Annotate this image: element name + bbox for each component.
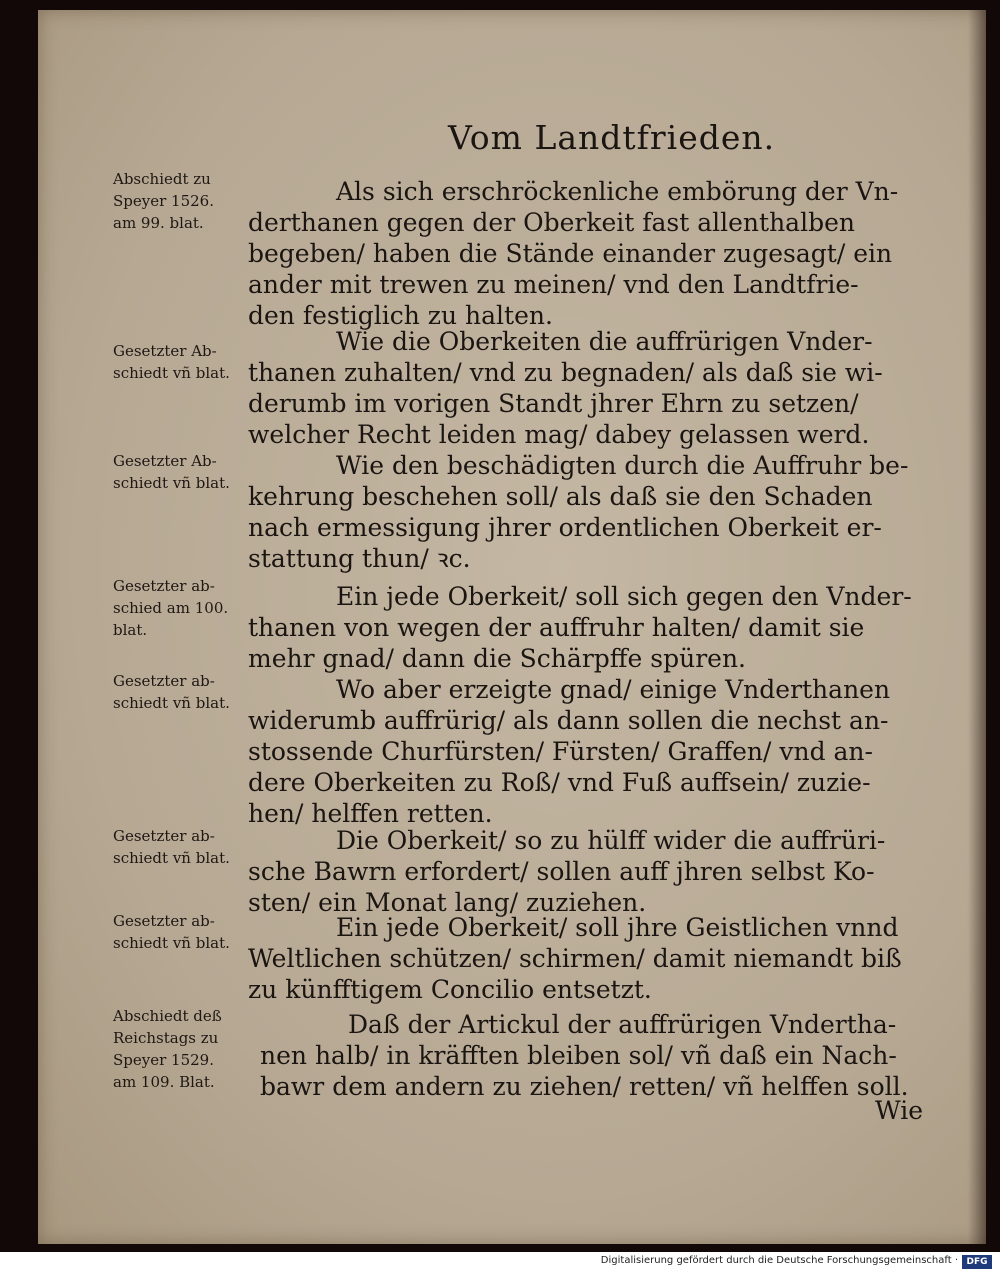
text-line: thanen von wegen der auffruhr halten/ damit sie <box>248 613 865 642</box>
text-line: Ein jede Oberkeit/ soll sich gegen den Vnder- <box>336 582 912 611</box>
paragraph <box>248 450 948 574</box>
catchword: Wie <box>875 1096 924 1125</box>
margin-note-line: Gesetzter ab- <box>113 577 215 595</box>
page-edge-shadow <box>968 10 986 1244</box>
text-line: nen halb/ in kräfften bleiben sol/ vñ daß ein Nach- <box>260 1041 897 1070</box>
margin-note-line: Speyer 1526. <box>113 192 214 210</box>
margin-note-line: Gesetzter Ab- <box>113 342 217 360</box>
text-line: Weltlichen schützen/ schirmen/ damit niemandt biß <box>248 944 902 973</box>
margin-note-line: schiedt vñ blat. <box>113 934 230 952</box>
margin-note-line: blat. <box>113 621 148 639</box>
margin-note <box>113 340 261 384</box>
text-line: Wo aber erzeigte gnad/ einige Vnderthanen <box>336 675 891 704</box>
running-head: Vom Landtfrieden. <box>448 118 776 157</box>
margin-note <box>113 168 261 234</box>
paragraph <box>248 326 948 450</box>
margin-note-line: schiedt vñ blat. <box>113 694 230 712</box>
margin-note-line: am 109. Blat. <box>113 1073 215 1091</box>
text-line: derumb im vorigen Standt jhrer Ehrn zu setzen/ <box>248 389 859 418</box>
margin-note-line: Gesetzter ab- <box>113 912 215 930</box>
margin-note-line: schiedt vñ blat. <box>113 364 230 382</box>
text-line: stossende Churfürsten/ Fürsten/ Graffen/ vnd an- <box>248 737 873 766</box>
paragraph <box>248 581 948 674</box>
text-line: den festiglich zu halten. <box>248 301 553 330</box>
paragraph <box>248 176 948 331</box>
margin-note-line: schied am 100. <box>113 599 229 617</box>
margin-note-line: Reichstags zu <box>113 1029 219 1047</box>
margin-note-line: schiedt vñ blat. <box>113 849 230 867</box>
margin-note <box>113 1005 261 1093</box>
dfg-logo: DFG <box>962 1255 992 1269</box>
paragraph <box>248 825 948 918</box>
margin-note-line: Gesetzter Ab- <box>113 452 217 470</box>
paragraph <box>248 912 948 1005</box>
margin-note-line: Abschiedt deß <box>113 1007 222 1025</box>
margin-note-line: Abschiedt zu <box>113 170 211 188</box>
margin-note-line: schiedt vñ blat. <box>113 474 230 492</box>
text-line: kehrung beschehen soll/ als daß sie den Schaden <box>248 482 873 511</box>
text-line: derthanen gegen der Oberkeit fast allenthalben <box>248 208 855 237</box>
text-line: sche Bawrn erfordert/ sollen auff jhren selbst Ko- <box>248 857 875 886</box>
margin-note <box>113 825 261 869</box>
text-line: Ein jede Oberkeit/ soll jhre Geistlichen vnnd <box>336 913 899 942</box>
text-line: stattung thun/ ꝛc. <box>248 544 471 573</box>
paragraph <box>260 1009 960 1102</box>
book-page <box>38 10 986 1244</box>
margin-note <box>113 670 261 714</box>
text-line: Wie die Oberkeiten die auffrürigen Vnder- <box>336 327 873 356</box>
text-line: widerumb auffrürig/ als dann sollen die nechst an- <box>248 706 889 735</box>
text-line: hen/ helffen retten. <box>248 799 493 828</box>
margin-note <box>113 910 261 954</box>
margin-note <box>113 575 261 641</box>
margin-note-line: am 99. blat. <box>113 214 204 232</box>
text-line: Wie den beschädigten durch die Auffruhr be- <box>336 451 909 480</box>
text-line: Als sich erschröckenliche embörung der Vn- <box>336 177 899 206</box>
text-line: begeben/ haben die Stände einander zugesagt/ ein <box>248 239 893 268</box>
text-line: welcher Recht leiden mag/ dabey gelassen werd. <box>248 420 870 449</box>
text-line: zu künfftigem Concilio entsetzt. <box>248 975 652 1004</box>
text-line: ander mit trewen zu meinen/ vnd den Landtfrie- <box>248 270 859 299</box>
funding-notice: Digitalisierung gefördert durch die Deutsche Forschungsgemeinschaft · <box>600 1255 958 1266</box>
margin-note <box>113 450 261 494</box>
text-line: bawr dem andern zu ziehen/ retten/ vñ helffen soll. <box>260 1072 909 1101</box>
text-line: Die Oberkeit/ so zu hülff wider die auffrüri- <box>336 826 886 855</box>
margin-note-line: Speyer 1529. <box>113 1051 214 1069</box>
paragraph <box>248 674 948 829</box>
text-line: dere Oberkeiten zu Roß/ vnd Fuß auffsein/ zuzie- <box>248 768 871 797</box>
text-line: Daß der Artickul der auffrürigen Vndertha- <box>348 1010 897 1039</box>
text-line: sten/ ein Monat lang/ zuziehen. <box>248 888 647 917</box>
footer-bar <box>0 1252 1000 1273</box>
text-line: mehr gnad/ dann die Schärpffe spüren. <box>248 644 746 673</box>
text-line: thanen zuhalten/ vnd zu begnaden/ als daß sie wi- <box>248 358 883 387</box>
margin-note-line: Gesetzter ab- <box>113 672 215 690</box>
text-line: nach ermessigung jhrer ordentlichen Oberkeit er- <box>248 513 882 542</box>
margin-note-line: Gesetzter ab- <box>113 827 215 845</box>
